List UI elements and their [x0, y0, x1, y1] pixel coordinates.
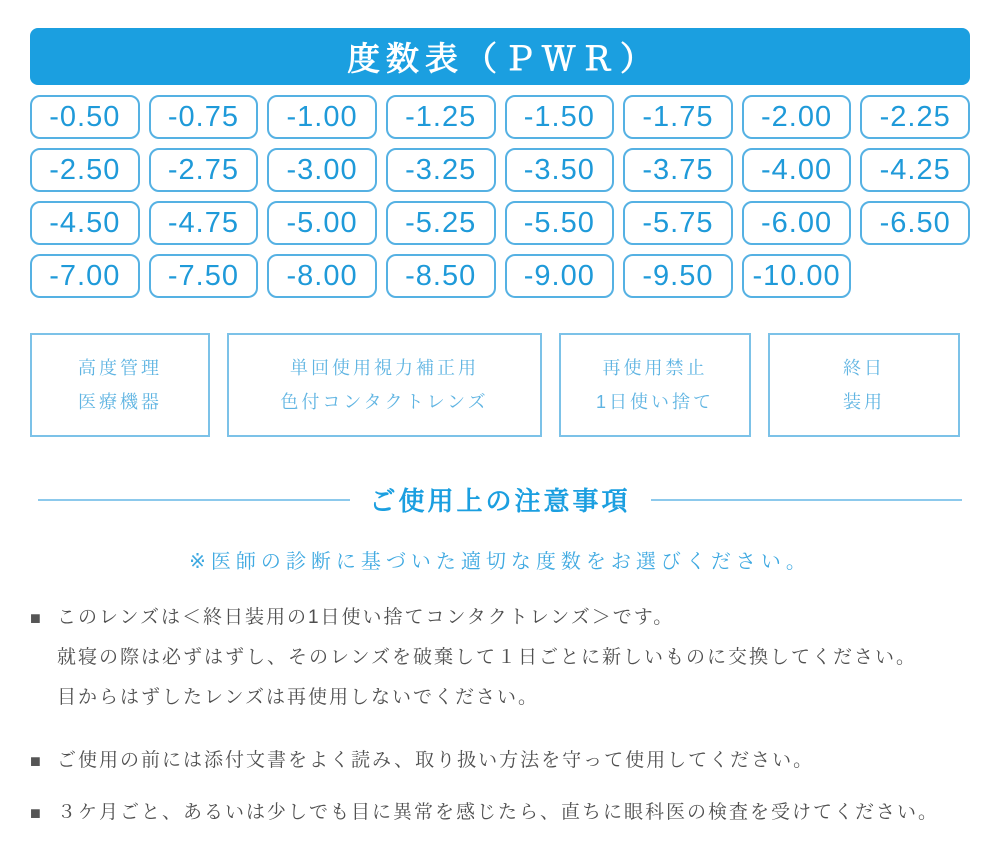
device-info-label: 単回使用視力補正用	[290, 358, 479, 378]
caution-item	[30, 598, 970, 718]
power-value-chip: -4.75	[149, 201, 259, 245]
device-info-box	[227, 333, 542, 437]
bullet-square-icon: ■	[30, 608, 43, 628]
power-value-chip: -2.00	[742, 95, 852, 139]
power-table-title: 度数表（ＰＷＲ）	[347, 40, 659, 77]
power-value-chip: -8.50	[386, 254, 496, 298]
power-value-chip: -9.00	[505, 254, 615, 298]
power-value-chip: -0.75	[149, 95, 259, 139]
device-info-label: 色付コンタクトレンズ	[280, 392, 489, 412]
bullet-square-icon: ■	[30, 803, 43, 823]
power-value-chip: -3.00	[267, 148, 377, 192]
power-value-chip: -3.50	[505, 148, 615, 192]
power-value-chip: -2.50	[30, 148, 140, 192]
caution-list	[30, 598, 970, 833]
power-value-chip: -3.75	[623, 148, 733, 192]
power-value-chip: -5.50	[505, 201, 615, 245]
caution-text: 目からはずしたレンズは再使用しないでください。	[57, 687, 539, 708]
power-value-chip: -6.00	[742, 201, 852, 245]
device-info-box	[768, 333, 960, 437]
caution-section-title: ご使用上の注意事項	[369, 486, 631, 516]
power-value-chip: -2.75	[149, 148, 259, 192]
power-value-chip: -7.50	[149, 254, 259, 298]
doctor-note: ※医師の診断に基づいた適切な度数をお選びください。	[189, 551, 811, 573]
caution-item	[30, 793, 970, 833]
power-value-chip: -0.50	[30, 95, 140, 139]
device-info-box	[559, 333, 751, 437]
power-value-chip: -1.75	[623, 95, 733, 139]
caution-text: ご使用の前には添付文書をよく読み、取り扱い方法を守って使用してください。	[57, 750, 815, 771]
power-value-chip: -5.75	[623, 201, 733, 245]
device-info-label: 終日	[843, 358, 885, 378]
power-value-chip: -1.00	[267, 95, 377, 139]
power-value-chip: -6.50	[860, 201, 970, 245]
power-value-chip: -2.25	[860, 95, 970, 139]
power-value-chip: -1.25	[386, 95, 496, 139]
bullet-square-icon: ■	[30, 751, 43, 771]
power-value-chip: -7.00	[30, 254, 140, 298]
power-value-chip: -4.25	[860, 148, 970, 192]
divider-line-right	[651, 499, 963, 501]
device-info-row	[30, 333, 970, 437]
device-info-label: 再使用禁止	[602, 358, 708, 378]
power-value-chip: -10.00	[742, 254, 852, 298]
power-value-chip: -9.50	[623, 254, 733, 298]
caution-text: 就寝の際は必ずはずし、そのレンズを破棄して１日ごとに新しいものに交換してください。	[57, 647, 917, 668]
power-value-chip: -4.00	[742, 148, 852, 192]
device-info-label: 高度管理	[78, 358, 162, 378]
power-table-header	[30, 28, 970, 85]
caution-text: ３ケ月ごと、あるいは少しでも目に異常を感じたら、直ちに眼科医の検査を受けてください。	[57, 802, 940, 823]
power-value-chip: -8.00	[267, 254, 377, 298]
caution-title-row	[38, 481, 962, 518]
device-info-box	[30, 333, 210, 437]
device-info-label: 装用	[843, 392, 885, 412]
device-info-label: 1日使い捨て	[595, 392, 714, 412]
power-value-chip: -5.00	[267, 201, 377, 245]
power-value-chip: -5.25	[386, 201, 496, 245]
power-value-chip: -4.50	[30, 201, 140, 245]
device-info-label: 医療機器	[78, 392, 162, 412]
power-value-chip: -1.50	[505, 95, 615, 139]
power-grid	[30, 95, 970, 298]
power-chart-page	[0, 28, 1000, 858]
power-value-chip: -3.25	[386, 148, 496, 192]
caution-item	[30, 741, 970, 781]
caution-text: このレンズは＜終日装用の1日使い捨てコンタクトレンズ＞です。	[57, 607, 675, 628]
divider-line-left	[38, 499, 350, 501]
